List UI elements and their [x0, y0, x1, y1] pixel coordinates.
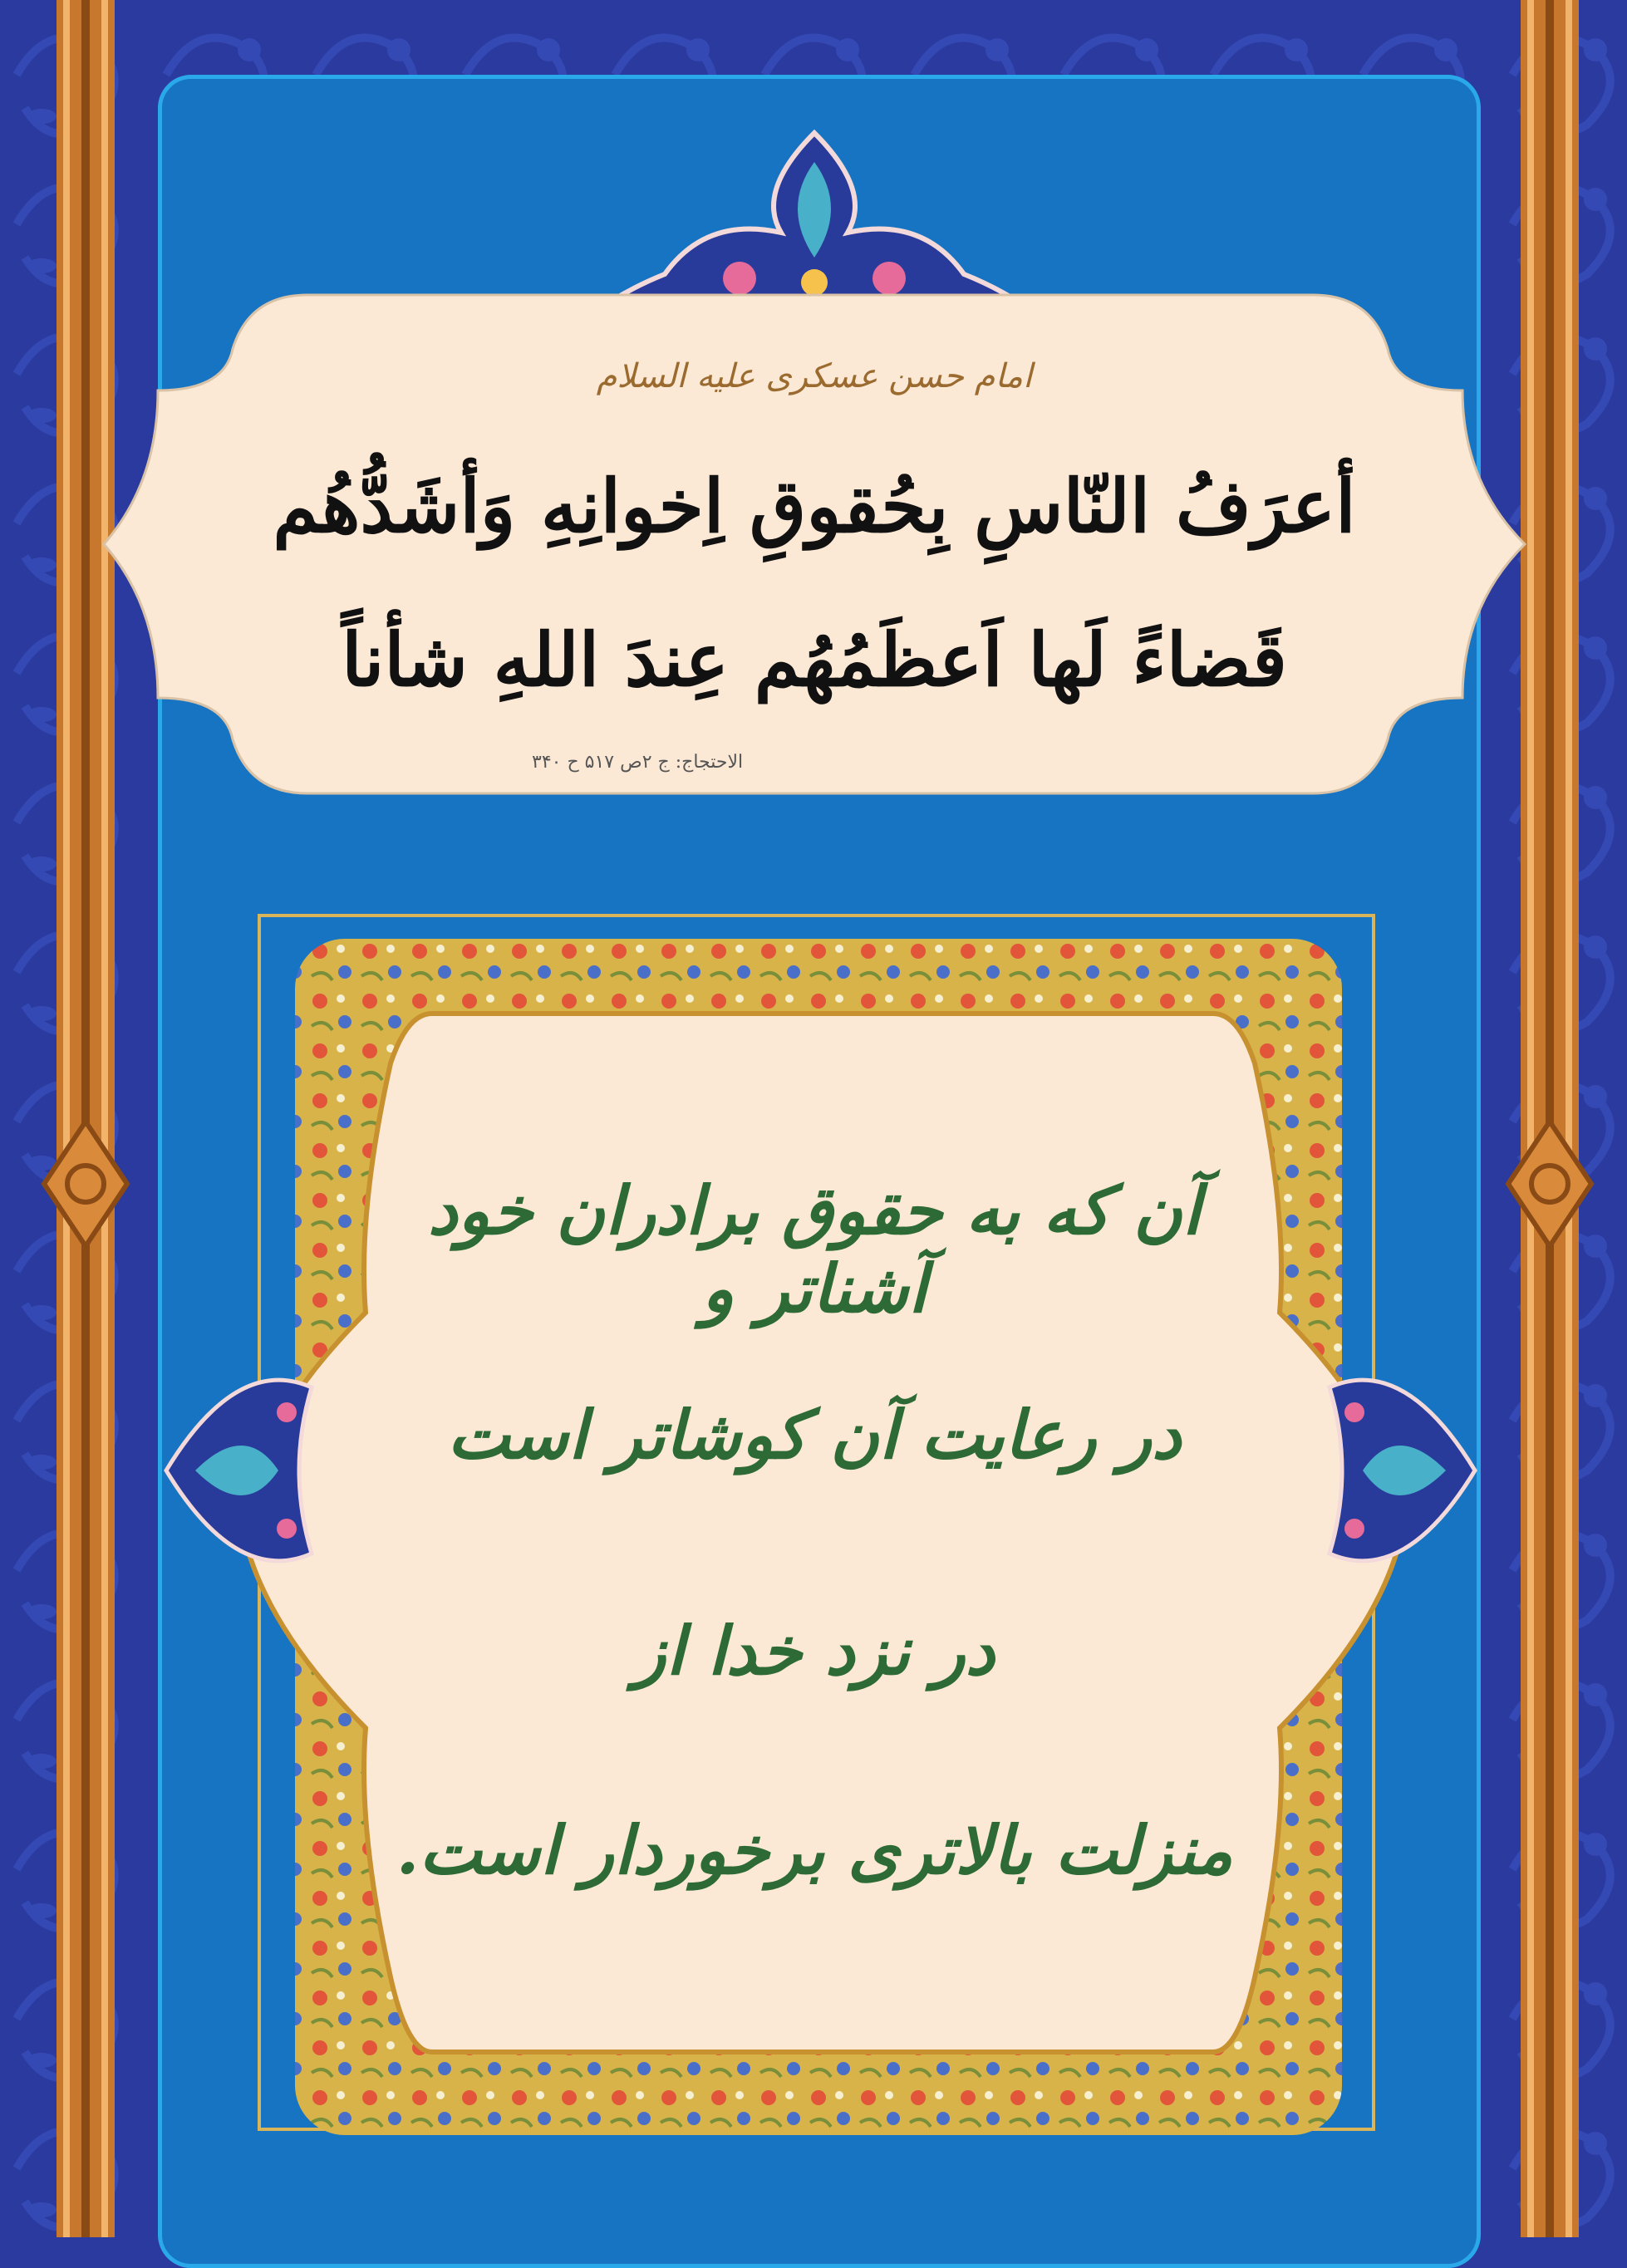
- translation-line-2: در رعایت آن کوشاتر است: [447, 1396, 1182, 1474]
- left-knot-ornament: [40, 1117, 131, 1250]
- translation-line-1: آن که به حقوق برادران خود آشناتر و: [428, 1171, 1201, 1328]
- left-arabesque-ornament: [162, 1338, 320, 1603]
- top-arabesque-ornament: [573, 125, 1055, 316]
- translation-line-3: در نزد خدا از: [633, 1612, 995, 1690]
- hadith-arabic-line-1: أعرَفُ النّاسِ بِحُقوقِ اِخوانِهِ وَأشَدُّهُم: [273, 463, 1356, 549]
- hadith-text-block: [100, 291, 1529, 798]
- source-citation: الاحتجاج: ج ۲ص ۵۱۷ ح ۳۴۰: [532, 752, 744, 773]
- hadith-arabic-line-2: قَضاءً لَها اَعظَمُهُم عِندَ اللهِ شأناً: [342, 616, 1287, 703]
- illuminated-translation-frame: [158, 939, 1471, 2135]
- translation-line-4: منزلت بالاتری برخوردار است.: [396, 1811, 1233, 1889]
- attribution-text: امام حسن عسکری علیه السلام: [596, 357, 1033, 395]
- right-knot-ornament: [1504, 1117, 1595, 1250]
- right-arabesque-ornament: [1321, 1338, 1479, 1603]
